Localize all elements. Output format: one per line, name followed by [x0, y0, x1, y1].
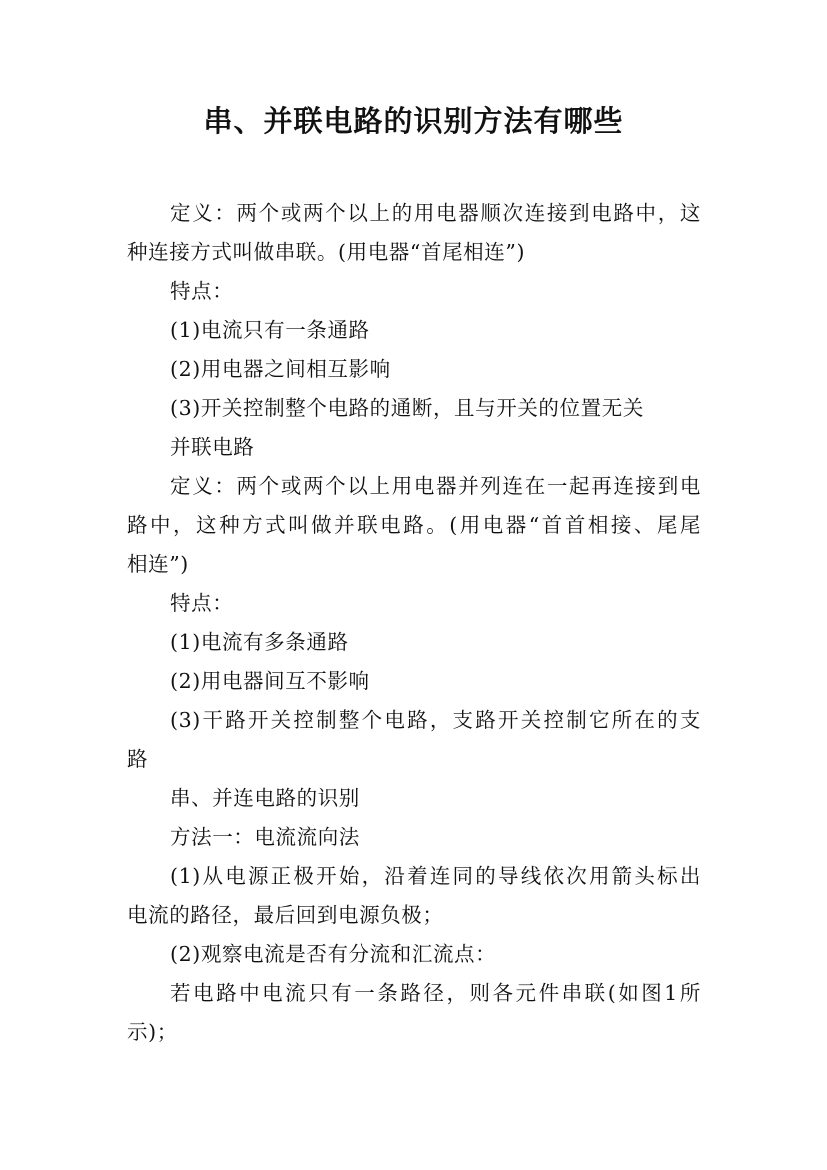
paragraph-line: 路	[127, 747, 149, 771]
paragraph-line: (2)用电器间互不影响	[170, 669, 370, 693]
paragraph-line: 特点：	[170, 591, 234, 615]
paragraph-line: 定义：两个或两个以上的用电器顺次连接到电路中，这	[170, 201, 701, 225]
paragraph-line: 电流的路径，最后回到电源负极；	[127, 903, 444, 927]
paragraph-line: 相连”)	[127, 552, 189, 576]
paragraph-line: 特点：	[170, 279, 234, 303]
paragraph-line: (3)开关控制整个电路的通断，且与开关的位置无关	[170, 396, 644, 420]
document-title: 串、并联电路的识别方法有哪些	[203, 104, 624, 138]
paragraph-line: (1)电流只有一条通路	[170, 318, 370, 342]
paragraph-line: 种连接方式叫做串联。(用电器“首尾相连”)	[127, 240, 526, 264]
paragraph-line: (2)观察电流是否有分流和汇流点：	[170, 942, 497, 966]
section-heading: 串、并连电路的识别	[170, 786, 360, 810]
paragraph-line: (1)电流有多条通路	[170, 630, 349, 654]
paragraph-line: (2)用电器之间相互影响	[170, 357, 391, 381]
document-body	[127, 194, 701, 1052]
paragraph-line: 路中，这种方式叫做并联电路。(用电器“首首相接、尾尾	[127, 513, 701, 537]
paragraph-line: 示)；	[127, 1020, 178, 1044]
paragraph-line: 方法一：电流流向法	[170, 825, 360, 849]
paragraph-line: (1)从电源正极开始，沿着连同的导线依次用箭头标出	[170, 864, 701, 888]
paragraph-line: 定义：两个或两个以上用电器并列连在一起再连接到电	[170, 474, 701, 498]
section-heading: 并联电路	[170, 435, 255, 459]
paragraph-line: (3)干路开关控制整个电路，支路开关控制它所在的支	[170, 708, 701, 732]
paragraph-line: 若电路中电流只有一条路径，则各元件串联(如图1所	[170, 981, 701, 1005]
